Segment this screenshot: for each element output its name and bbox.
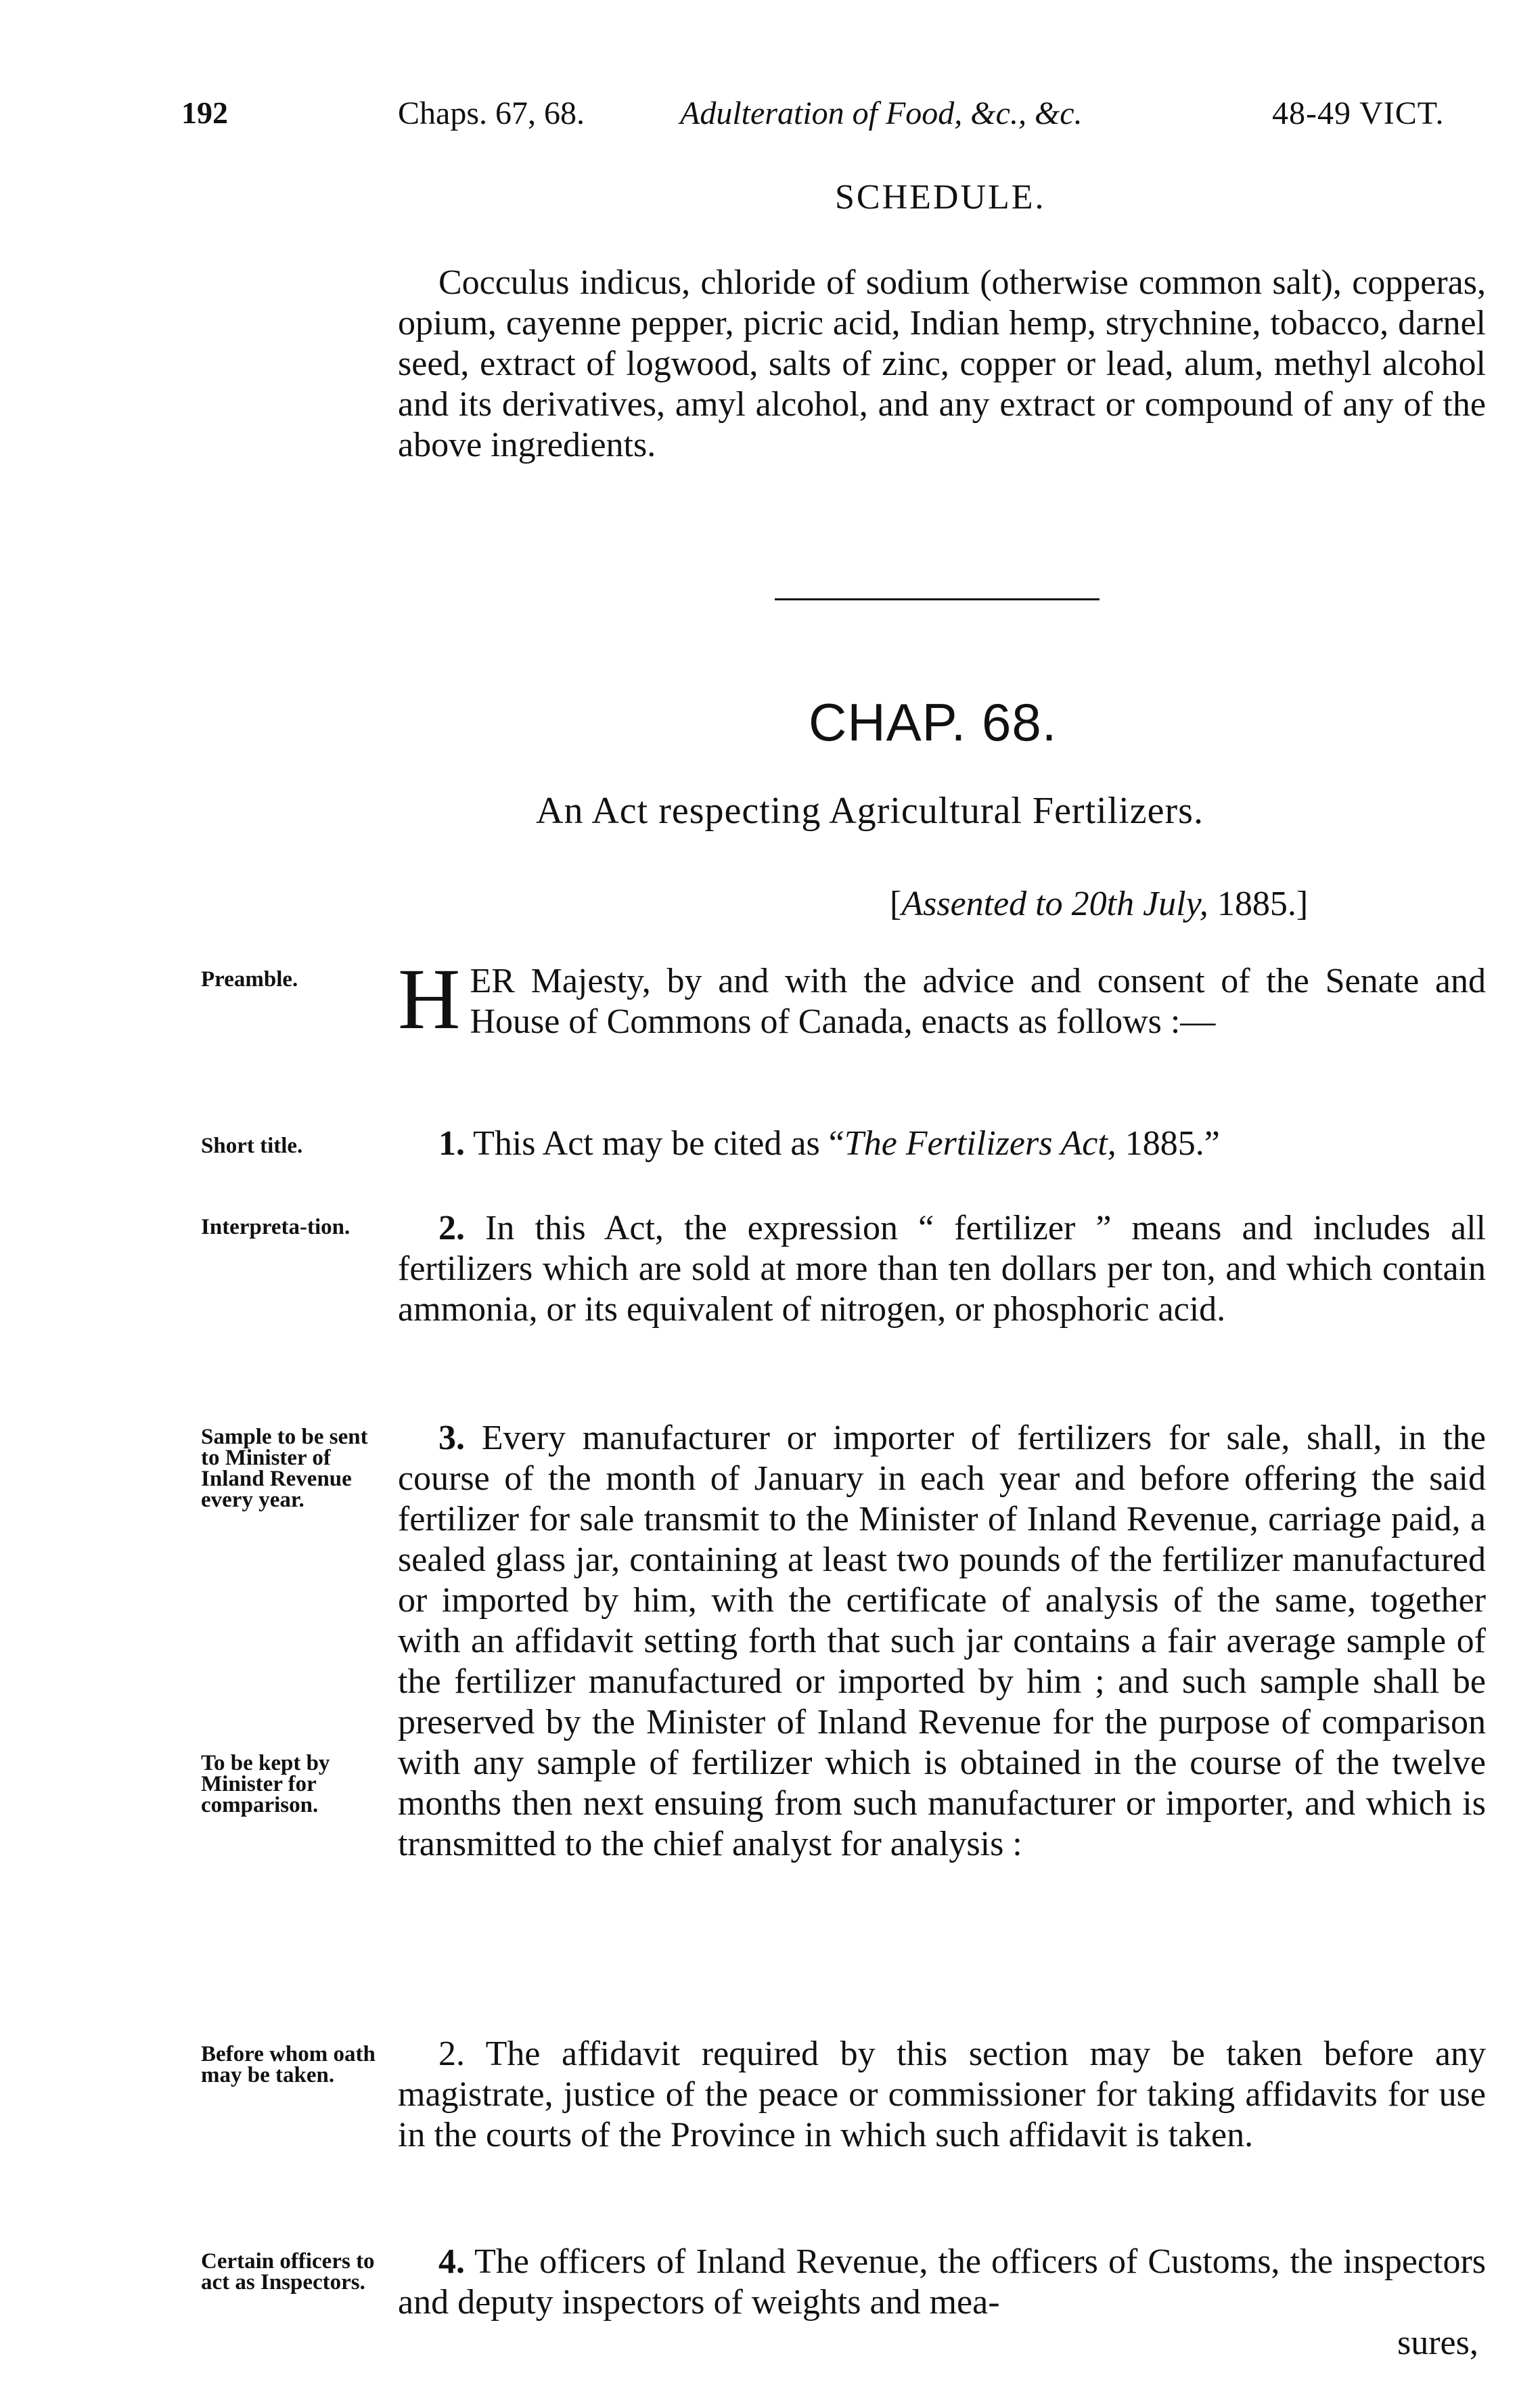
- section-1-number: 1.: [438, 1124, 465, 1163]
- running-title: Adulteration of Food, &c., &c.: [680, 95, 1083, 131]
- section-2-text: In this Act, the expression “ fertilizer ” means and includes all fertilizers which are sold at more than ten dollars per ton, and which contain ammonia, or its equivalent of nitrogen, or phosphoric acid.: [398, 1209, 1486, 1329]
- section-3: [398, 1418, 1486, 1865]
- side-note-before-whom: Before whom oath may be taken.: [201, 2042, 376, 2087]
- section-4-text: The officers of Inland Revenue, the officers of Customs, the inspectors and deputy inspectors of weights and mea-: [398, 2242, 1486, 2322]
- assent-italic-text: Assented to 20th July,: [901, 885, 1208, 923]
- preamble-text: ER Majesty, by and with the advice and consent of the Senate and House of Commons of Canada, enacts as follows :—: [470, 962, 1486, 1041]
- schedule-title: SCHEDULE.: [835, 178, 1046, 217]
- preamble-paragraph: [398, 951, 1486, 1047]
- chapters-reference: Chaps. 67, 68.: [398, 95, 585, 131]
- catchword: sures,: [1397, 2324, 1478, 2362]
- chapter-title: CHAP. 68.: [809, 692, 1058, 752]
- schedule-text: Cocculus indicus, chloride of sodium (otherwise common salt), copperas, opium, cayenne pepper, picric acid, Indian hemp, strychnine, tobacco, darnel seed, extract of logwood, salts of zinc, copper or lead, alum, methyl alcohol and its derivatives, amyl alcohol, and any extract or compound of any of the above ingredients.: [398, 263, 1486, 464]
- side-note-short-title: Short title.: [201, 1134, 303, 1158]
- dropcap-letter: H: [398, 951, 461, 1047]
- section-4: [398, 2242, 1486, 2323]
- section-2-number: 2.: [438, 1209, 465, 1247]
- section-2: [398, 1208, 1486, 1330]
- page-number: 192: [181, 95, 228, 130]
- assent-date: [890, 884, 1308, 924]
- assent-open-bracket: [: [890, 885, 902, 923]
- regnal-year: 48-49 VICT.: [1272, 95, 1445, 131]
- side-note-interpretation: Interpreta-tion.: [201, 1215, 350, 1239]
- section-3-text: Every manufacturer or importer of fertilizers for sale, shall, in the course of the month of January in each year and before offering the said fertilizer for sale transmit to the Minister of Inland Revenue, carriage paid, a sealed glass jar, containing at least two pounds of the fertilizer manufactured or imported by him, with the certificate of analysis of the same, together with an affidavit setting forth that such jar contains a fair average sample of the fertilizer manufactured or imported by him ; and such sample shall be preserved by the Minister of Inland Revenue for the purpose of comparison with any sample of fertilizer which is obtained in the course of the twelve months then next ensuing from such manufacturer or importer, and which is transmitted to the chief analyst for analysis :: [398, 1419, 1486, 1863]
- act-title: An Act respecting Agricultural Fertilizers.: [536, 790, 1204, 832]
- assent-year: 1885.]: [1217, 885, 1309, 923]
- section-1-text-b: 1885.”: [1125, 1124, 1220, 1163]
- side-note-sample: Sample to be sent to Minister of Inland Revenue every year.: [201, 1425, 368, 1512]
- section-1-act-name: The Fertilizers Act,: [844, 1124, 1116, 1163]
- side-note-kept: To be kept by Minister for comparison.: [201, 1751, 330, 1817]
- section-1: [398, 1124, 1486, 1164]
- section-3-subsection-2: 2. The affidavit required by this section may be taken before any magistrate, justice of the peace or commissioner for taking affidavits for use in the courts of the Province in which such affidavit is taken.: [398, 2035, 1486, 2154]
- section-1-text-a: This Act may be cited as “: [473, 1124, 844, 1163]
- side-note-preamble: Preamble.: [201, 967, 298, 992]
- section-divider: [775, 598, 1100, 600]
- section-4-number: 4.: [438, 2242, 465, 2281]
- section-3-number: 3.: [438, 1419, 465, 1457]
- side-note-inspectors: Certain officers to act as Inspectors.: [201, 2249, 375, 2294]
